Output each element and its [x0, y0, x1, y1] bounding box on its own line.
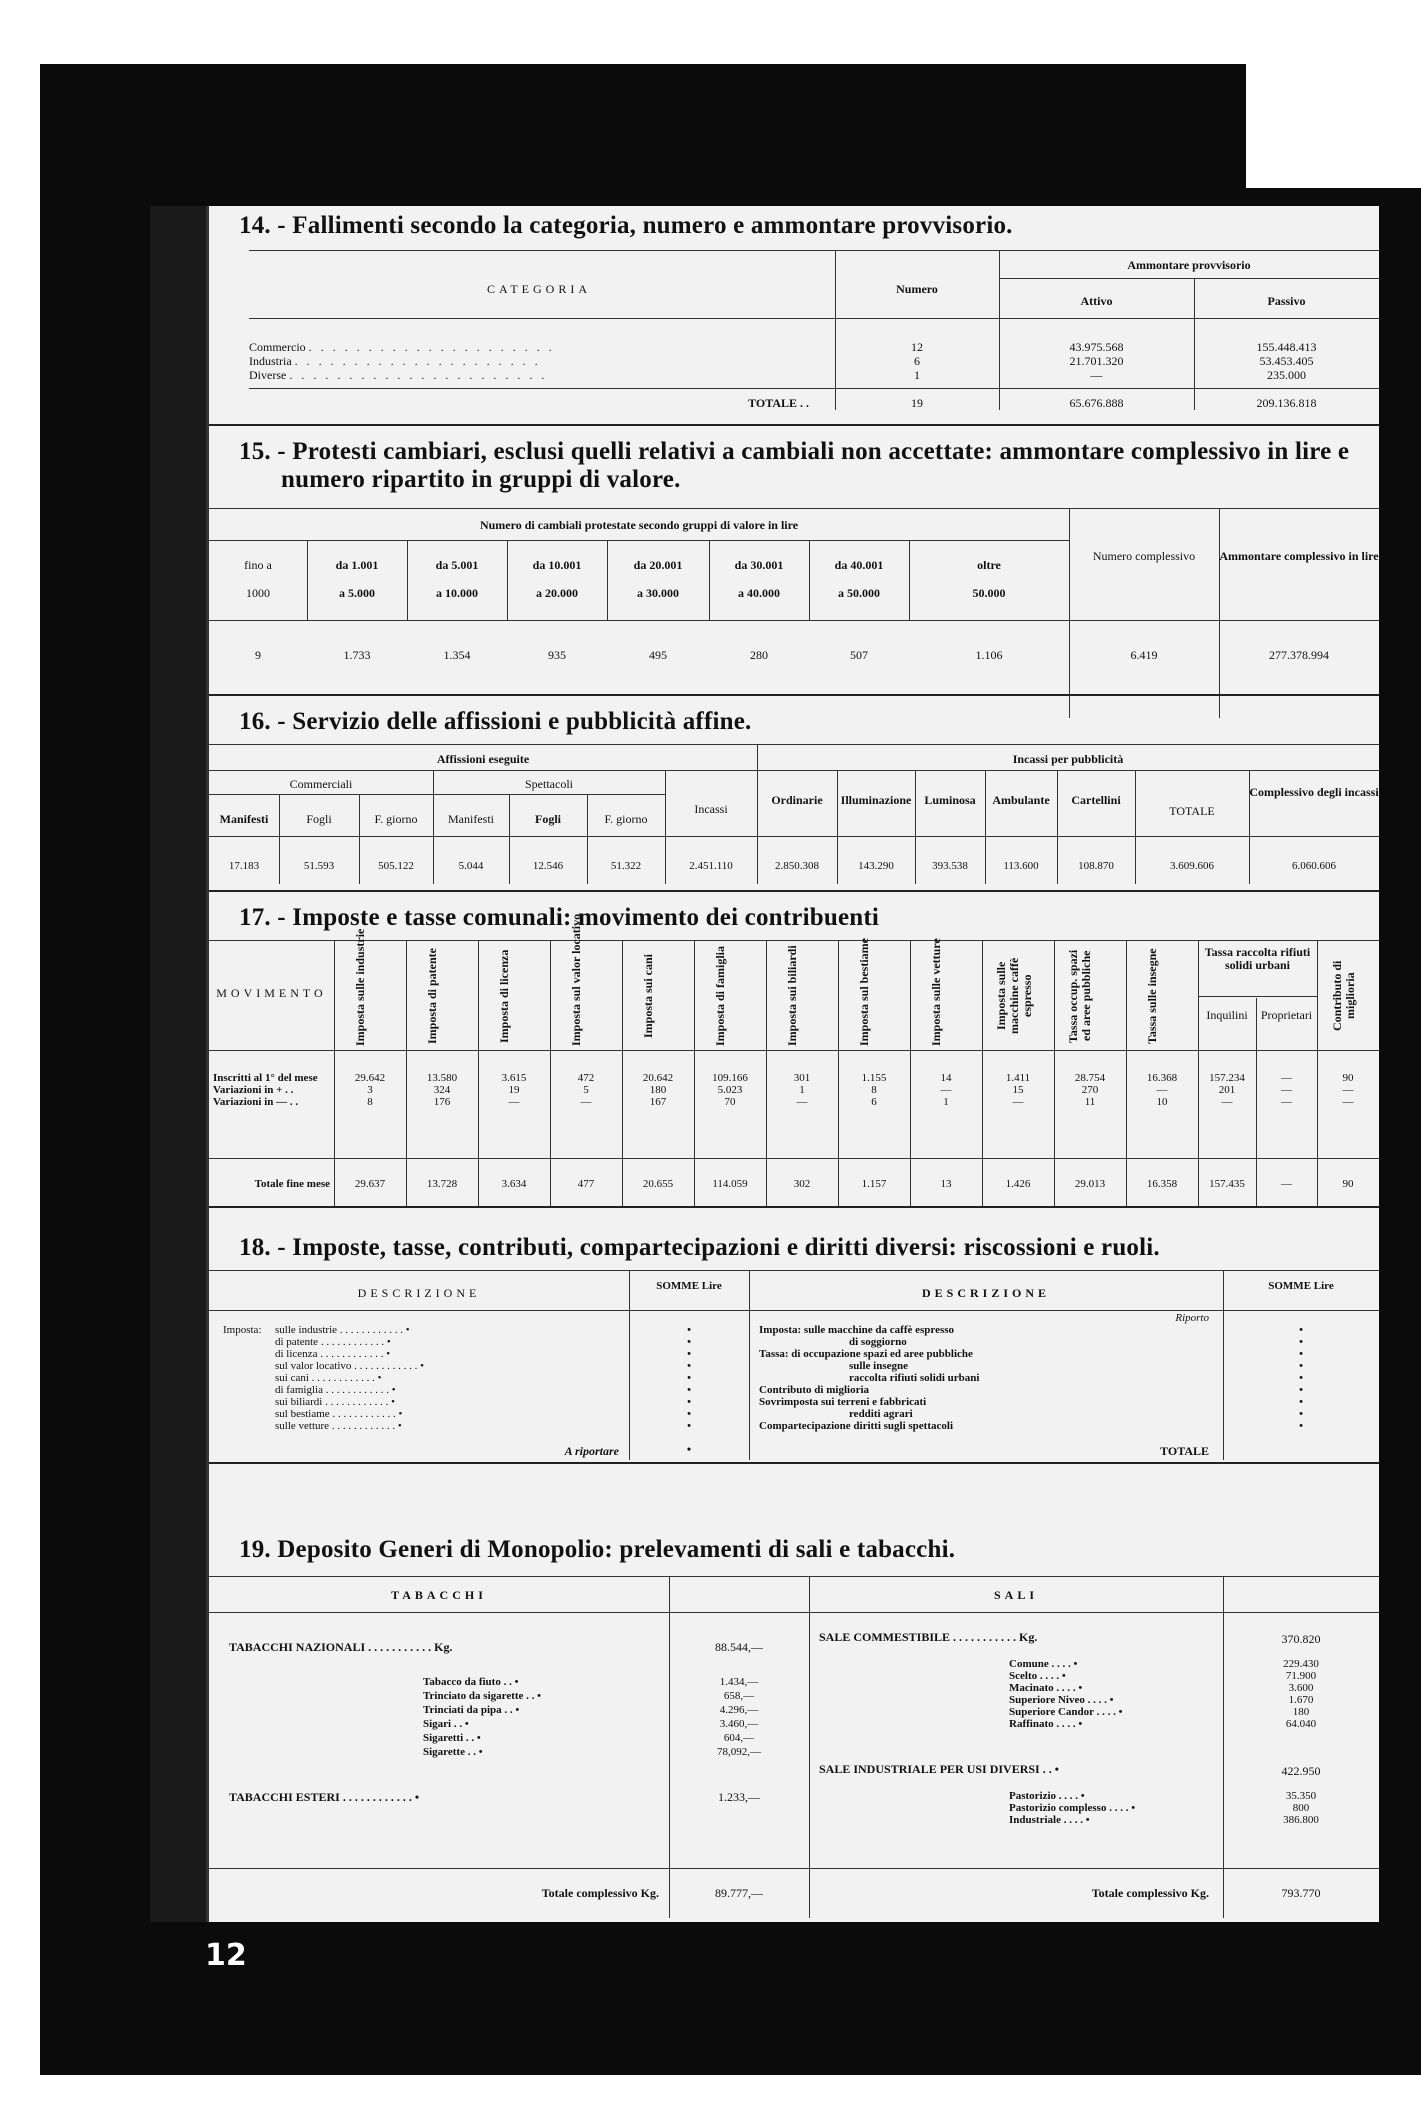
s16-value: 51.322 [610, 860, 642, 872]
s18-right-item: Imposta: sulle macchine da caffè espresso [759, 1324, 955, 1336]
s14-cell: 12 [911, 340, 923, 354]
s18-left-bullet: • [687, 1336, 691, 1348]
s14-cell: 43.975.568 [1069, 340, 1124, 354]
s19-tab-item: Sigaretti . . • [423, 1732, 481, 1744]
s15-range-top: da 1.001 [335, 558, 379, 572]
s18-descrizione-left: DESCRIZIONE [357, 1286, 481, 1300]
s17-cell: — [1156, 1084, 1168, 1096]
s19-sale-item: Superiore Niveo . . . . • [1009, 1694, 1114, 1706]
s17-cell: — [1342, 1096, 1354, 1108]
s14-row-label: Industria . . . . . . . . . . . . . . . . . . . . . [249, 354, 541, 368]
s15-total-amount-header: Ammontare complessivo in lire [1219, 549, 1379, 563]
s18-right-bullet: • [1299, 1360, 1303, 1372]
s17-cell: — [508, 1096, 520, 1108]
s18-right-item: Sovrimposta sui terreni e fabbricati [759, 1396, 927, 1408]
s14-total: 209.136.818 [1256, 396, 1317, 410]
s19-tab-naz-value: 88.544,— [715, 1640, 763, 1654]
s17-cell: 90 [1342, 1072, 1354, 1084]
s17-cell: 324 [433, 1084, 451, 1096]
s19-sale-ind-value: 800 [1292, 1802, 1310, 1814]
s14-number-header: Numero [896, 282, 938, 296]
s14-liabilities-header: Passivo [1267, 294, 1306, 308]
s17-cell: 1.155 [861, 1072, 887, 1084]
s16-value: 12.546 [532, 860, 564, 872]
s18-left-item: sul bestiame . . . . . . . . . . . . • [275, 1408, 403, 1420]
s17-total-cell: 20.655 [642, 1178, 674, 1190]
s18-totale: TOTALE [1160, 1444, 1209, 1458]
s14-cell: 1 [914, 368, 920, 382]
s15-total-number-header: Numero complessivo [1092, 549, 1196, 563]
s17-total-cell: 29.013 [1074, 1178, 1106, 1190]
section-18-title: 18. - Imposte, tasse, contributi, compartecipazioni e diritti diversi: riscossioni e ruoli. [239, 1234, 1160, 1261]
s14-cell: 53.453.405 [1259, 354, 1314, 368]
section-19-title: 19. Deposito Generi di Monopolio: prelevamenti di sali e tabacchi. [239, 1536, 956, 1563]
s19-sale-item: Comune . . . . • [1009, 1658, 1078, 1670]
s19-tab-value: 1.434,— [719, 1676, 759, 1688]
s17-cell: — [1281, 1072, 1292, 1084]
s16-value: 51.593 [303, 860, 335, 872]
s16-totale-header: TOTALE [1169, 804, 1215, 818]
s17-cell: — [796, 1096, 808, 1108]
s16-manifesti-header: Manifesti [448, 812, 494, 826]
s16-ambulante-header: Ambulante [992, 793, 1050, 807]
section-16 [209, 700, 1379, 920]
s17-cell: 10 [1156, 1096, 1168, 1108]
s18-left-item: sulle industrie . . . . . . . . . . . . • [275, 1324, 410, 1336]
s15-range-bottom: 1000 [246, 586, 270, 600]
s16-spettacoli-header: Spettacoli [525, 777, 573, 791]
s18-riporto: Riporto [1175, 1312, 1209, 1324]
s17-total-cell: 13 [940, 1178, 952, 1190]
s19-sale-value: 71.900 [1285, 1670, 1317, 1682]
s16-fgiorno-header: F. giorno [604, 812, 648, 826]
s17-cell: — [940, 1084, 952, 1096]
s17-cell: 167 [649, 1096, 667, 1108]
s17-total-cell: 13.728 [426, 1178, 458, 1190]
s17-cell: 70 [724, 1096, 736, 1108]
s18-right-item: Contributo di miglioria [759, 1384, 870, 1396]
s15-range-top: da 10.001 [532, 558, 582, 572]
s17-proprietari-header: Proprietari [1260, 1008, 1313, 1022]
s18-bullet: • [686, 1442, 692, 1456]
s19-sale-item: Raffinato . . . . • [1009, 1718, 1083, 1730]
s19-sale-value: 229.430 [1283, 1658, 1319, 1670]
s17-col-header: Imposta di famiglia [713, 945, 727, 1046]
s17-col-header: Imposta sul bestiame [857, 937, 871, 1046]
s17-total-cell: 302 [793, 1178, 811, 1190]
s16-value: 6.060.606 [1292, 860, 1336, 872]
s19-sale-ind: SALE INDUSTRIALE PER USI DIVERSI . . • [819, 1762, 1059, 1776]
s15-range-top: da 40.001 [834, 558, 884, 572]
s17-cell: 3.615 [501, 1072, 527, 1084]
s16-affissioni-header: Affissioni eseguite [436, 752, 530, 766]
s19-sale-comm-value: 370.820 [1281, 1632, 1321, 1646]
s18-right-bullet: • [1299, 1348, 1303, 1360]
s18-left-bullet: • [687, 1372, 691, 1384]
s17-cell: — [580, 1096, 592, 1108]
s18-right-item: di soggiorno [849, 1336, 907, 1348]
s18-right-item: redditi agrari [849, 1408, 913, 1420]
s19-sale-item: Scelto . . . . • [1009, 1670, 1066, 1682]
s14-cell: 155.448.413 [1256, 340, 1317, 354]
page-number: 12 [205, 1938, 247, 1973]
s17-col-header: Imposta sulle vetture [929, 938, 943, 1046]
s17-cell: 20.642 [642, 1072, 674, 1084]
s18-right-item: sulle insegne [849, 1360, 908, 1372]
s17-total-cell: 29.637 [354, 1178, 386, 1190]
s17-contributo-header: Contributo di miglioria [1330, 960, 1357, 1032]
s15-value: 9 [255, 648, 261, 662]
s19-tab-item: Trinciati da pipa . . • [423, 1704, 520, 1716]
s15-range-bottom: a 30.000 [637, 586, 679, 600]
s17-inquilini-header: Inquilini [1206, 1008, 1248, 1022]
s17-cell: — [1012, 1096, 1024, 1108]
s16-fogli-header: Fogli [306, 812, 332, 826]
section-17-title: 17. - Imposte e tasse comunali: movimento dei contribuenti [239, 904, 880, 931]
s14-total: 65.676.888 [1069, 396, 1124, 410]
s17-total-cell: 90 [1342, 1178, 1354, 1190]
s17-cell: 14 [940, 1072, 952, 1084]
s19-tab-est: TABACCHI ESTERI . . . . . . . . . . . . • [229, 1790, 420, 1804]
s18-somme-left: SOMME Lire [656, 1280, 722, 1292]
s18-right-bullet: • [1299, 1336, 1303, 1348]
s15-value: 495 [649, 648, 667, 662]
s16-value: 2.451.110 [689, 860, 733, 872]
s19-tab-item: Trinciato da sigarette . . • [423, 1690, 542, 1702]
s17-cell: 29.642 [354, 1072, 386, 1084]
s15-value: 507 [850, 648, 868, 662]
document-page [206, 206, 1379, 1922]
s19-tabacchi-header: TABACCHI [391, 1588, 487, 1602]
s15-range-bottom: a 10.000 [436, 586, 478, 600]
s17-col-header: Imposta sui cani [641, 953, 655, 1039]
s19-sale-ind-value: 35.350 [1285, 1790, 1317, 1802]
s15-range-top: da 20.001 [633, 558, 683, 572]
s18-right-bullet: • [1299, 1372, 1303, 1384]
s18-left-item: sul valor locativo . . . . . . . . . . . . • [275, 1360, 424, 1372]
s15-total-number: 6.419 [1130, 648, 1158, 662]
scan-notch [1246, 64, 1421, 188]
s19-sale-ind-item: Pastorizio . . . . • [1009, 1790, 1085, 1802]
s17-cell: — [1281, 1084, 1292, 1096]
s19-sale-value: 1.670 [1288, 1694, 1314, 1706]
s15-range-top: da 5.001 [435, 558, 479, 572]
s19-sale-item: Macinato . . . . • [1009, 1682, 1083, 1694]
s16-pubblicita-header: Incassi per pubblicità [1012, 752, 1124, 766]
section-14-title: 14. - Fallimenti secondo la categoria, numero e ammontare provvisorio. [239, 212, 1013, 239]
s15-range-bottom: a 40.000 [738, 586, 780, 600]
s15-range-bottom: a 50.000 [838, 586, 880, 600]
s19-sale-ind-item: Pastorizio complesso . . . . • [1009, 1802, 1136, 1814]
s15-range-top: da 30.001 [734, 558, 784, 572]
s15-value: 280 [750, 648, 768, 662]
s17-col-header: Tassa sulle insegne [1145, 948, 1159, 1044]
s17-col-header: Imposta di licenza [497, 949, 511, 1043]
s17-col-header: Imposta di patente [425, 948, 439, 1045]
s16-value: 393.538 [932, 860, 968, 872]
section-14 [209, 206, 1379, 426]
s19-sale-item: Superiore Candor . . . . • [1009, 1706, 1123, 1718]
s19-tab-item: Tabacco da fiuto . . • [423, 1676, 519, 1688]
s15-value: 1.733 [343, 648, 371, 662]
s15-value: 935 [548, 648, 566, 662]
s18-left-bullet: • [687, 1408, 691, 1420]
s18-right-bullet: • [1299, 1408, 1303, 1420]
s16-cartellini-header: Cartellini [1071, 793, 1121, 807]
section-19 [209, 1536, 1379, 1926]
s17-col-header: Tassa occup. spazi ed aree pubbliche [1066, 949, 1093, 1043]
s18-left-bullet: • [687, 1360, 691, 1372]
s17-cell: — [1281, 1096, 1292, 1108]
s18-left-item: di famiglia . . . . . . . . . . . . • [275, 1384, 396, 1396]
s17-total-cell: 477 [577, 1178, 595, 1190]
s19-sale-ind-value: 386.800 [1283, 1814, 1319, 1826]
s16-fgiorno-header: F. giorno [374, 812, 418, 826]
section-15-title-1: 15. - Protesti cambiari, esclusi quelli relativi a cambiali non accettate: ammontare complessivo in lire e [239, 438, 1350, 465]
s15-range-bottom: a 5.000 [339, 586, 375, 600]
s18-left-bullet: • [687, 1420, 691, 1432]
section-18 [209, 1226, 1379, 1476]
s16-value: 2.850.308 [775, 860, 819, 872]
s15-range-bottom: a 20.000 [536, 586, 578, 600]
s19-tab-value: 604,— [723, 1732, 755, 1744]
s18-left-bullet: • [687, 1348, 691, 1360]
s19-tab-value: 4.296,— [719, 1704, 759, 1716]
s17-col-header: Imposta sui biliardi [785, 945, 799, 1046]
s18-left-item: sulle vetture . . . . . . . . . . . . • [275, 1420, 402, 1432]
s17-total-label: Totale fine mese [254, 1178, 330, 1190]
s17-row-label: Inscritti al 1° del mese [213, 1072, 318, 1084]
s16-commerciali-header: Commerciali [289, 777, 353, 791]
s17-cell: 1 [799, 1084, 805, 1096]
s18-right-item: Tassa: di occupazione spazi ed aree pubbliche [759, 1348, 973, 1360]
s16-ordinarie-header: Ordinarie [771, 793, 823, 807]
section-15-title-2: numero ripartito in gruppi di valore. [281, 466, 681, 493]
s17-cell: 5.023 [717, 1084, 743, 1096]
s18-right-bullet: • [1299, 1324, 1303, 1336]
s18-left-item: sui biliardi . . . . . . . . . . . . • [275, 1396, 395, 1408]
s17-cell: 201 [1218, 1084, 1236, 1096]
s16-value: 108.870 [1078, 860, 1114, 872]
s19-tab-item: Sigarette . . • [423, 1746, 483, 1758]
s19-tab-value: 658,— [723, 1690, 755, 1702]
s14-amount-header: Ammontare provvisorio [1127, 258, 1251, 272]
s19-sale-comm: SALE COMMESTIBILE . . . . . . . . . . . Kg. [819, 1630, 1038, 1644]
s17-cell: 5 [583, 1084, 589, 1096]
s16-complessivo-header: Complessivo degli incassi [1249, 785, 1379, 799]
s16-value: 5.044 [458, 860, 484, 872]
s15-value: 1.106 [975, 648, 1003, 662]
s14-cell: 235.000 [1267, 368, 1306, 382]
s14-total: 19 [911, 396, 923, 410]
s14-assets-header: Attivo [1080, 294, 1113, 308]
s17-cell: 472 [577, 1072, 595, 1084]
s16-value: 3.609.606 [1170, 860, 1214, 872]
s18-right-bullet: • [1299, 1420, 1303, 1432]
s17-total-cell: — [1281, 1178, 1292, 1190]
s17-cell: 19 [508, 1084, 520, 1096]
s17-total-cell: 157.435 [1209, 1178, 1245, 1190]
s18-left-bullet: • [687, 1396, 691, 1408]
s18-left-prefix: Imposta: [223, 1324, 262, 1336]
s17-cell: 13.580 [426, 1072, 458, 1084]
s16-value: 505.122 [378, 860, 414, 872]
s17-row-label: Variazioni in + . . [213, 1084, 294, 1096]
s14-row-label: Commercio . . . . . . . . . . . . . . . . . . . . . [249, 340, 555, 354]
s17-cell: 3 [367, 1084, 373, 1096]
s18-right-bullet: • [1299, 1384, 1303, 1396]
s17-cell: 109.166 [712, 1072, 748, 1084]
s18-descrizione-right: DESCRIZIONE [921, 1286, 1051, 1300]
s17-rows [209, 896, 1379, 1226]
s16-illuminazione-header: Illuminazione [840, 793, 912, 807]
s17-cell: 6 [871, 1096, 877, 1108]
s19-sale-value: 180 [1292, 1706, 1310, 1718]
s17-cell: — [1342, 1084, 1354, 1096]
page-shadow [150, 206, 206, 1922]
s17-cell: 28.754 [1074, 1072, 1106, 1084]
s18-right-bullet: • [1299, 1396, 1303, 1408]
s19-tab-value: 78,092,— [717, 1746, 761, 1758]
s17-total-cell: 114.059 [712, 1178, 748, 1190]
s19-sale-value: 3.600 [1288, 1682, 1314, 1694]
s19-sale-total-label: Totale complessivo Kg. [1091, 1886, 1209, 1900]
s16-manifesti-header: Manifesti [219, 812, 269, 826]
s16-value: 143.290 [858, 860, 894, 872]
s17-cell: 15 [1012, 1084, 1024, 1096]
s15-value: 1.354 [443, 648, 471, 662]
s18-a-riportare: A riportare [564, 1444, 619, 1458]
s15-range-top: oltre [977, 558, 1001, 572]
s19-tab-total: 89.777,— [715, 1886, 763, 1900]
s19-sale-ind-value: 422.950 [1281, 1764, 1321, 1778]
s17-tassa-raccolta-header: Tassa raccolta rifiuti solidi urbani [1204, 945, 1311, 972]
s16-value: 17.183 [228, 860, 260, 872]
s17-cell: 301 [793, 1072, 811, 1084]
s18-left-item: di patente . . . . . . . . . . . . • [275, 1336, 391, 1348]
s17-total-cell: 1.426 [1005, 1178, 1031, 1190]
s17-total-cell: 16.358 [1146, 1178, 1178, 1190]
s16-value: 113.600 [1003, 860, 1039, 872]
s18-left-item: di licenza . . . . . . . . . . . . • [275, 1348, 391, 1360]
s17-total-cell: 3.634 [501, 1178, 527, 1190]
s17-cell: 1.411 [1005, 1072, 1031, 1084]
s17-cell: 8 [367, 1096, 373, 1108]
s15-group-header: Numero di cambiali protestate secondo gruppi di valore in lire [479, 518, 799, 532]
s19-tab-total-label: Totale complessivo Kg. [541, 1886, 659, 1900]
section-15 [209, 430, 1379, 700]
s18-somme-right: SOMME Lire [1268, 1280, 1334, 1292]
s17-col-header: Imposta sul valor locativo [569, 913, 583, 1046]
s17-cell: 16.368 [1146, 1072, 1178, 1084]
s17-cell: 11 [1084, 1096, 1096, 1108]
s16-luminosa-header: Luminosa [924, 793, 976, 807]
s14-row-label: Diverse . . . . . . . . . . . . . . . . . . . . . . [249, 368, 548, 382]
s17-cell: 180 [649, 1084, 667, 1096]
s18-left-bullet: • [687, 1324, 691, 1336]
s18-left-bullet: • [687, 1384, 691, 1396]
s17-total-cell: 1.157 [861, 1178, 887, 1190]
s19-sali-header: SALI [993, 1588, 1038, 1602]
s17-col-header: Imposta sulle industrie [353, 928, 367, 1046]
s17-cell: 1 [943, 1096, 949, 1108]
s15-range-bottom: 50.000 [972, 586, 1006, 600]
s14-cell: 21.701.320 [1069, 354, 1124, 368]
s18-left-item: sui cani . . . . . . . . . . . . • [275, 1372, 382, 1384]
s17-row-label: Variazioni in — . . [213, 1096, 299, 1108]
s19-sale-ind-item: Industriale . . . . • [1009, 1814, 1090, 1826]
s14-total-label: TOTALE . . [748, 396, 809, 410]
s19-tab-naz: TABACCHI NAZIONALI . . . . . . . . . . . Kg. [229, 1640, 453, 1654]
s19-tab-item: Sigari . . • [423, 1718, 469, 1730]
s17-cell: 8 [871, 1084, 877, 1096]
s18-right-item: Compartecipazione diritti sugli spettacoli [759, 1420, 954, 1432]
s17-col-header: Imposta sulle macchine caffè espresso [994, 957, 1034, 1035]
s14-cell: 6 [914, 354, 920, 368]
s17-movement-header: MOVIMENTO [216, 986, 327, 1000]
s17-cell: 157.234 [1209, 1072, 1245, 1084]
s15-range-top: fino a [244, 558, 272, 572]
s17-cell: 176 [433, 1096, 451, 1108]
s16-fogli-header: Fogli [535, 812, 561, 826]
s18-right-item: raccolta rifiuti solidi urbani [849, 1372, 980, 1384]
s19-tab-est-value: 1.233,— [718, 1790, 760, 1804]
s17-cell: 270 [1081, 1084, 1099, 1096]
s14-cell: — [1090, 368, 1103, 382]
s19-sale-total: 793.770 [1281, 1886, 1321, 1900]
section-16-title: 16. - Servizio delle affissioni e pubblicità affine. [239, 708, 752, 735]
s19-tab-value: 3.460,— [719, 1718, 759, 1730]
s16-incassi-header: Incassi [694, 802, 728, 816]
s15-total-amount: 277.378.994 [1269, 648, 1329, 662]
s14-category-header: CATEGORIA [487, 282, 591, 296]
s19-sale-value: 64.040 [1285, 1718, 1317, 1730]
s17-cell: — [1221, 1096, 1233, 1108]
